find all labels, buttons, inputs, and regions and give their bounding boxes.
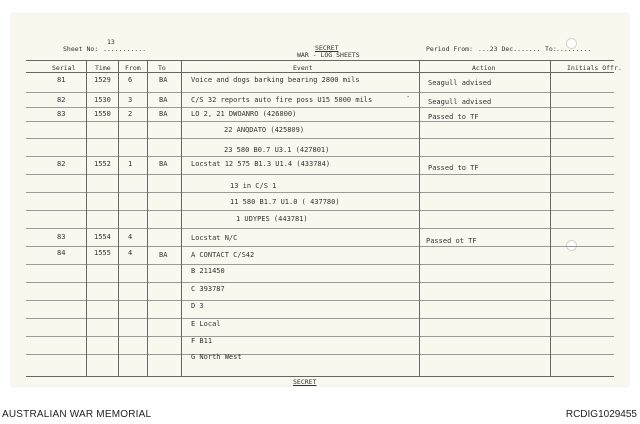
row-event: A CONTACT C/S42 [191, 251, 255, 259]
col-from: From [125, 64, 141, 72]
row-event: D 3 [191, 302, 204, 310]
row-line [26, 336, 614, 337]
row-serial: 83 [57, 233, 66, 241]
period-value: ...23 Dec....... [478, 45, 541, 53]
row-to: BA [159, 160, 168, 168]
row-line [26, 156, 614, 157]
row-line [26, 318, 614, 319]
row-event: C/S 32 reports auto fire poss U15 5000 mils [191, 96, 373, 104]
col-divider [419, 60, 420, 376]
row-line [26, 228, 614, 229]
row-event: LO 2, 21 DWOANRO (426800) [191, 110, 297, 118]
col-serial: Serial [52, 64, 76, 72]
row-from: 4 [128, 249, 133, 257]
to-label: To: [545, 45, 557, 53]
col-divider [86, 60, 87, 376]
stray-mark: - [406, 93, 411, 101]
row-line [26, 121, 614, 122]
row-serial: 83 [57, 110, 66, 118]
row-event: Voice and dogs barking bearing 2800 mils [191, 76, 360, 84]
row-event: Locstat N/C [191, 234, 238, 242]
row-line [26, 138, 614, 139]
to-dots: ......... [556, 45, 592, 53]
row-line [26, 92, 614, 93]
col-initials: Initials Offr. [567, 64, 622, 72]
row-action: Passed to TF [428, 164, 479, 172]
footer-institution: AUSTRALIAN WAR MEMORIAL [2, 409, 152, 420]
row-event: C 393787 [191, 285, 225, 293]
row-to: BA [159, 110, 168, 118]
row-from: 3 [128, 96, 133, 104]
row-event: 1 UDYPES (443781) [236, 215, 308, 223]
col-divider [147, 60, 148, 376]
classification-top: SECRET [315, 44, 339, 52]
row-from: 4 [128, 233, 133, 241]
grid-bottom-line [26, 376, 614, 377]
period-label: Period From: [426, 45, 473, 53]
col-time: Time [95, 64, 111, 72]
col-divider [118, 60, 119, 376]
col-event: Event [293, 64, 313, 72]
row-to: BA [159, 76, 168, 84]
row-to: BA [159, 251, 168, 259]
col-divider [550, 60, 551, 376]
classification-bottom: SECRET [293, 378, 317, 386]
row-serial: 84 [57, 249, 66, 257]
row-event: B 211450 [191, 267, 225, 275]
row-line [26, 107, 614, 108]
row-event: 11 580 B1.7 U1.0 ( 437780) [230, 198, 340, 206]
col-to: To [158, 64, 166, 72]
row-event: E Local [191, 320, 221, 328]
row-line [26, 354, 614, 355]
row-event: G North West [191, 353, 242, 361]
sheet-title: WAR - LOG SHEETS [297, 51, 360, 59]
sheet-label: Sheet No: [63, 45, 99, 53]
row-event: 23 580 B0.7 U3.1 (427801) [224, 146, 330, 154]
row-action: Seagull advised [428, 79, 492, 87]
row-serial: 82 [57, 160, 66, 168]
col-divider [181, 60, 182, 376]
row-serial: 81 [57, 76, 66, 84]
row-line [26, 192, 614, 193]
row-from: 6 [128, 76, 133, 84]
sheet-number: 13 [107, 38, 115, 46]
row-from: 1 [128, 160, 133, 168]
row-action: Passed ot TF [426, 237, 477, 245]
row-line [26, 300, 614, 301]
row-action: Passed to TF [428, 113, 479, 121]
row-to: BA [159, 96, 168, 104]
row-event: F B11 [191, 337, 213, 345]
row-event: Locstat 12 575 B1.3 U1.4 (433784) [191, 160, 331, 168]
row-line [26, 246, 614, 247]
row-action: Seagull advised [428, 98, 492, 106]
row-time: 1530 [94, 96, 111, 104]
row-time: 1552 [94, 160, 111, 168]
footer-record-id: RCDIG1029455 [565, 409, 637, 420]
row-time: 1529 [94, 76, 111, 84]
row-line [26, 282, 614, 283]
row-line [26, 174, 614, 175]
sheet-dots: ........... [103, 45, 147, 53]
row-time: 1554 [94, 233, 111, 241]
row-event: 22 ANQDATO (425809) [224, 126, 305, 134]
col-action: Action [472, 64, 496, 72]
row-time: 1555 [94, 249, 111, 257]
row-serial: 82 [57, 96, 66, 104]
row-from: 2 [128, 110, 133, 118]
grid-header-line [26, 72, 614, 73]
row-event: 13 in C/S 1 [230, 182, 277, 190]
row-line [26, 264, 614, 265]
row-time: 1550 [94, 110, 111, 118]
grid-top-line [26, 60, 614, 61]
row-line [26, 210, 614, 211]
